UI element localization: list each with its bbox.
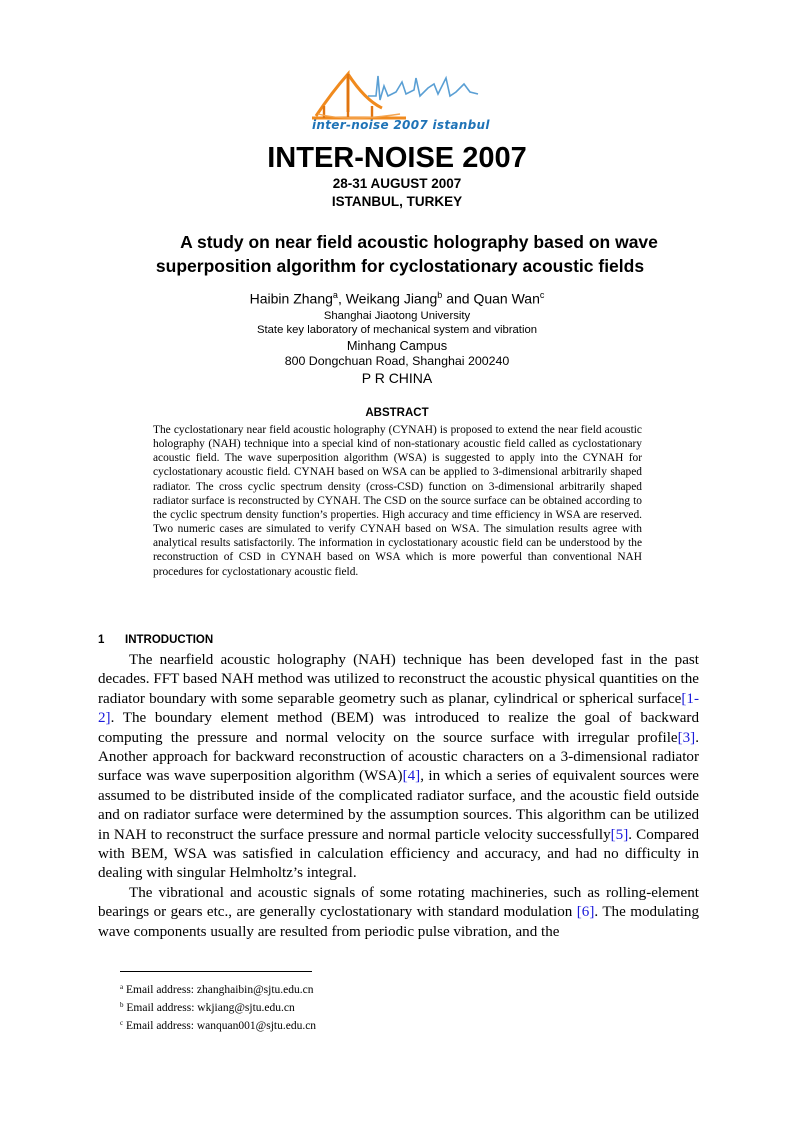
citation-link[interactable]: [6]: [576, 904, 595, 921]
footnote-mark: b: [120, 1001, 124, 1009]
paragraph: [98, 884, 703, 942]
section-heading: [98, 634, 213, 646]
text-run: . The boundary element method (BEM) was introduced to realize the goal of backward computing the pressure and normal velocity on the source surface with irregular profile: [98, 710, 699, 746]
section-number: 1: [98, 634, 105, 646]
conference-location: ISTANBUL, TURKEY: [331, 194, 463, 209]
section-title: INTRODUCTION: [125, 634, 214, 646]
affiliation-university: Shanghai Jiaotong University: [323, 310, 471, 322]
citation-link[interactable]: [1-2]: [98, 690, 699, 727]
affiliation-campus: Minhang Campus: [346, 338, 448, 353]
author-name: Quan Wan: [473, 290, 540, 307]
text-run: . Another approach for backward reconstruction of acoustic characters on a 3-dimensional radiator surface was wave superposition algorithm (WSA): [98, 729, 699, 785]
citation-link[interactable]: [5]: [610, 826, 629, 843]
abstract-text: The cyclostationary near field acoustic holography (CYNAH) is proposed to extend the near field acoustic holography (NAH) technique into a special kind of non-stationary acoustic field called as cyclostationary acoustic field. The wave superposition algorithm (WSA) is suggested to apply into the CYNAH for cyclostationary acoustic field. CYNAH based on WSA can be applied to 3-dimensional arbitrarily shaped radiator. The cross cyclic spectrum density (cross-CSD) function on 3-dimensional arbitrarily shaped radiator surface is reconstructed by CYNAH. The CSD on the source surface can be obtained according to the cyclic spectrum density function’s properties. High accuracy and time efficiency in WSA are reserved. Two numeric cases are simulated to verify CYNAH based on WSA. The simulation results agree with analytical results satisfactorily. The information in cyclostationary acoustic field can be understood by the reconstruction of CSD in CYNAH based on WSA which is more powerful than conventional NAH procedures for cyclostationary acoustic field.: [153, 424, 642, 578]
paper-title-line1: A study on near field acoustic holography based on wave: [180, 232, 658, 252]
paragraph: [98, 651, 699, 884]
conference-title: INTER-NOISE 2007: [267, 142, 527, 174]
footnote-mark: c: [120, 1019, 124, 1027]
author-name: Haibin Zhang: [249, 290, 333, 307]
footnote: [120, 1016, 316, 1034]
footnote-divider: [120, 971, 312, 972]
text-run: . Compared with BEM, WSA was satisfied in calculation efficiency and accuracy, and had no difficulty in dealing with singular Helmholtz’s integral.: [98, 826, 699, 882]
text-run: . The modulating wave components usually are resulted from periodic pulse vibration, and the: [98, 904, 699, 940]
text-run: , in which a series of equivalent sources were assumed to be distributed inside of the complicated radiator surface, and the acoustic field outside and on radiator surface were determined by the assumption sources. This algorithm can be utilized in NAH to reconstruct the surface pressure and normal particle velocity successfully: [98, 768, 699, 843]
affiliation-address: 800 Dongchuan Road, Shanghai 200240: [284, 354, 510, 368]
footnote-mark: a: [120, 983, 124, 991]
logo-wave-icon: [368, 76, 478, 100]
author-sup: a: [332, 290, 338, 300]
footnote-text: Email address: wkjiang@sjtu.edu.cn: [126, 1002, 295, 1014]
author-sup: c: [539, 290, 545, 300]
footnote-text: Email address: zhanghaibin@sjtu.edu.cn: [125, 984, 314, 996]
author-separator: and: [442, 290, 474, 307]
text-run: The vibrational and acoustic signals of some rotating machineries, such as rolling-element bearings or gears etc., are generally cyclostationary with standard modulation: [98, 884, 703, 921]
footnote: [120, 980, 316, 998]
author-list: [0, 290, 794, 307]
paper-title: [120, 230, 680, 278]
citation-link[interactable]: [4]: [402, 768, 421, 785]
abstract-heading: ABSTRACT: [365, 407, 429, 419]
affiliation-country: P R CHINA: [361, 370, 433, 386]
bridge-icon: [312, 74, 406, 118]
author-separator: ,: [337, 290, 346, 307]
logo-text: inter-noise 2007 istanbul: [312, 118, 490, 132]
footnote: [120, 998, 316, 1016]
text-run: The nearfield acoustic holography (NAH) technique has been developed fast in the past decades. FFT based NAH method was utilized to reconstruct the acoustic physical quantities on the radiator boundary with some separable geometry such as planar, cylindrical or spherical surface: [98, 652, 699, 707]
paper-title-line2: superposition algorithm for cyclostationary acoustic fields: [155, 256, 645, 276]
citation-link[interactable]: [3]: [677, 729, 696, 746]
author-name: Weikang Jiang: [345, 290, 438, 307]
affiliation-lab: State key laboratory of mechanical system and vibration: [256, 324, 538, 336]
footnotes: [120, 980, 316, 1034]
author-sup: b: [437, 290, 443, 300]
introduction-body: [98, 651, 703, 942]
footnote-text: Email address: wanquan001@sjtu.edu.cn: [125, 1020, 317, 1032]
conference-dates: 28-31 AUGUST 2007: [332, 176, 462, 191]
